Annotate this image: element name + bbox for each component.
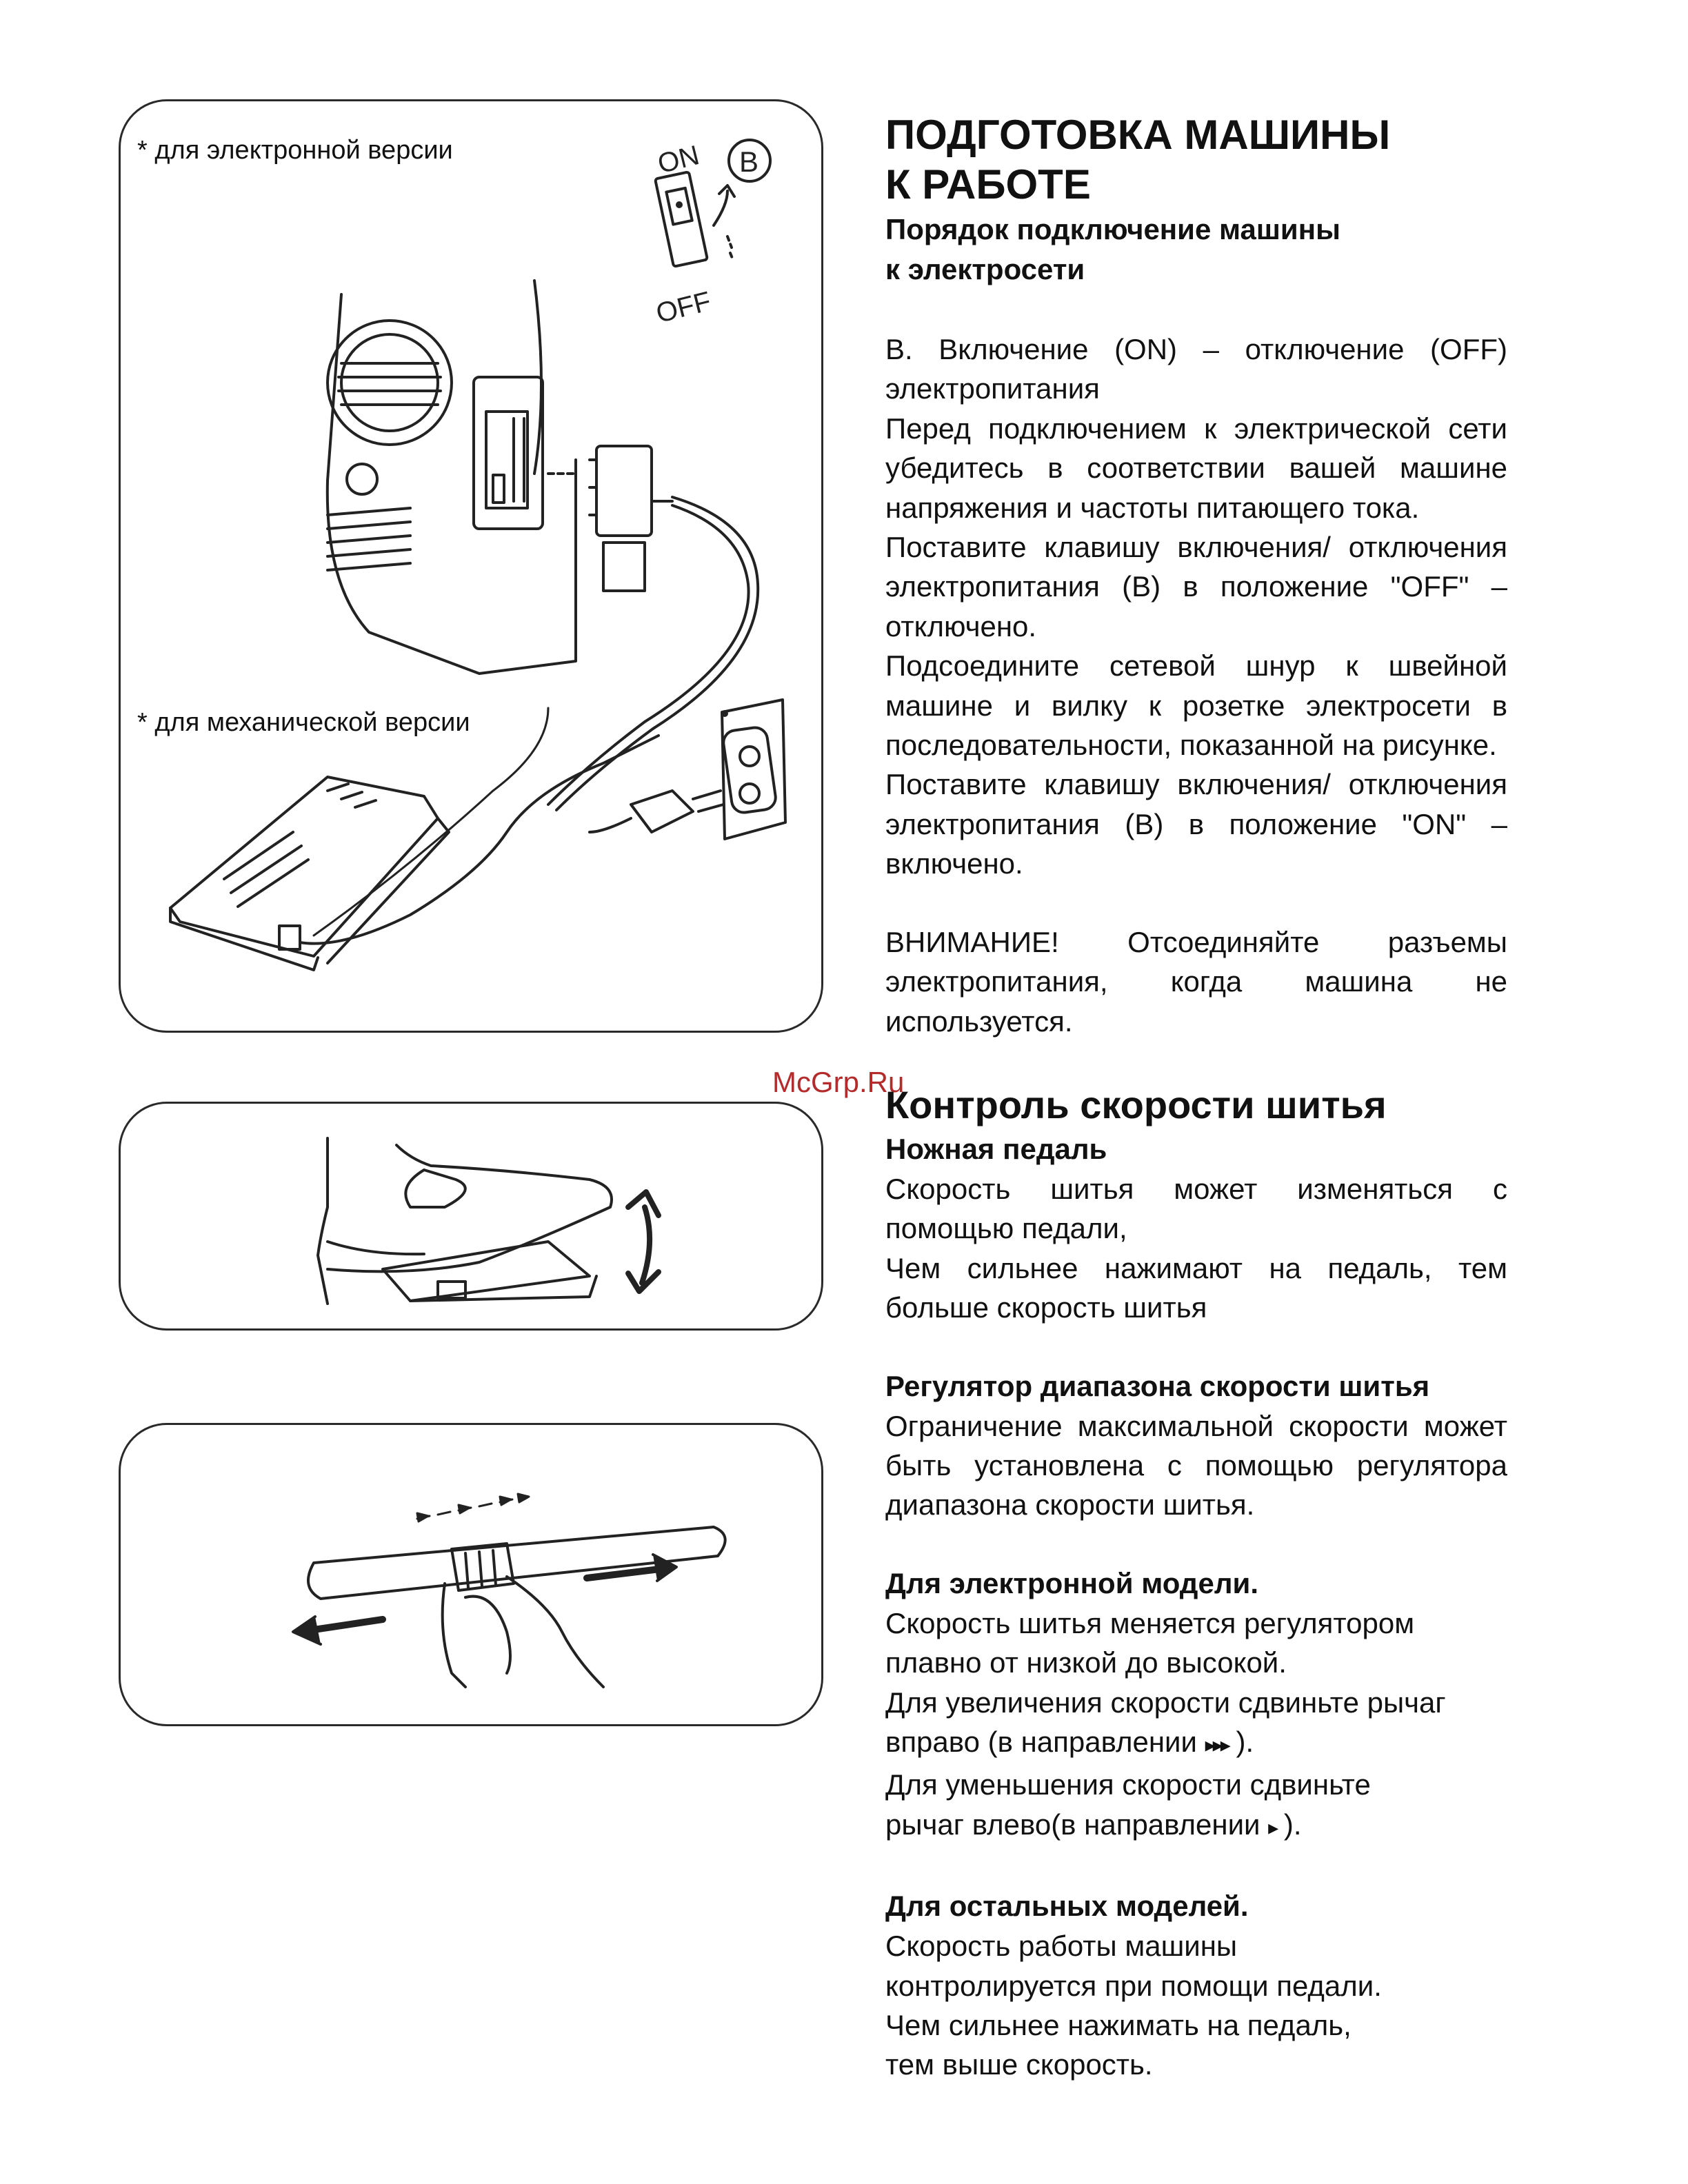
electronic-line-5: Для уменьшения скорости сдвиньте — [885, 1768, 1371, 1801]
electronic-line-4: вправо (в направлении ▸▸▸ ). — [885, 1725, 1254, 1758]
caption-mechanical: * для механической версии — [137, 708, 470, 737]
foot-pedal-paragraph-2: Чем сильнее нажимают на педаль, тем больше скорость шитья — [885, 1251, 1507, 1324]
other-line-2: контролируется при помощи педали. — [885, 1969, 1382, 2002]
foot-pedal-paragraph-1: Скорость шитья может изменяться с помощью педали, — [885, 1172, 1507, 1245]
slow-direction-icon: ▸ — [1268, 1816, 1276, 1839]
other-models-heading: Для остальных моделей. — [885, 1890, 1249, 1923]
figure-power-connection — [119, 99, 823, 1033]
foot-pedal-illustration — [121, 1104, 821, 1328]
section1-title-line2: К РАБОТЕ — [885, 161, 1091, 208]
speed-slider-illustration — [121, 1425, 821, 1724]
wall-outlet-icon — [722, 700, 785, 839]
speed-direction-arrows — [417, 1494, 529, 1521]
range-heading: Регулятор диапазона скорости шитья — [885, 1369, 1430, 1402]
electronic-heading: Для электронной модели. — [885, 1566, 1258, 1599]
wall-plug-icon — [590, 791, 723, 832]
other-line-4: тем выше скорость. — [885, 2048, 1153, 2081]
section1-subtitle-line1: Порядок подключение машины — [885, 213, 1340, 245]
section2-title: Контроль скорости шитья — [885, 1082, 1387, 1126]
voltage-check-paragraph: Перед подключением к электрической сети убедитесь в соответствии вашей машине напряжения и частоты питающего тока. — [885, 412, 1507, 524]
electronic-line-6: рычаг влево(в направлении ▸ ). — [885, 1808, 1302, 1841]
fast-direction-icon: ▸▸▸ — [1205, 1733, 1228, 1757]
watermark: McGrp.Ru — [772, 1066, 905, 1098]
switch-on-paragraph: Поставите клавишу включения/ отключения электропитания (B) в положение "ON" – включено. — [885, 768, 1507, 880]
range-paragraph: Ограничение максимальной скорости может быть установлена с помощью регулятора диапазона скорости шитья. — [885, 1409, 1507, 1521]
power-switch-paragraph: B. Включение (ON) – отключение (OFF) электропитания — [885, 333, 1507, 405]
on-label: ON — [654, 140, 703, 180]
caption-electronic: * для электронной версии — [137, 136, 453, 165]
figure-foot-pedal — [119, 1102, 823, 1331]
arrow-left-icon — [293, 1617, 383, 1644]
handwheel-icon — [328, 321, 452, 445]
connect-cord-paragraph: Подсоедините сетевой шнур к швейной машине и вилку к розетке электросети в последовательности, показанной на рисунке. — [885, 649, 1507, 762]
other-line-1: Скорость работы машины — [885, 1930, 1238, 1963]
electronic-line-1: Скорость шитья меняется регулятором — [885, 1606, 1415, 1639]
other-line-3: Чем сильнее нажимать на педаль, — [885, 2009, 1352, 2041]
foot-pedal-icon — [170, 777, 449, 970]
figure-speed-slider — [119, 1423, 823, 1726]
b-label: B — [739, 145, 759, 178]
switch-off-paragraph: Поставите клавишу включения/ отключения электропитания (B) в положение "OFF" – отключено. — [885, 531, 1507, 643]
power-connection-illustration — [121, 101, 821, 1031]
instructions-column — [885, 110, 1507, 2085]
foot-pedal-heading: Ножная педаль — [885, 1132, 1107, 1165]
electronic-line-2: плавно от низкой до высокой. — [885, 1646, 1287, 1679]
section1-subtitle-line2: к электросети — [885, 253, 1085, 285]
electronic-line-3: Для увеличения скорости сдвиньте рычаг — [885, 1686, 1446, 1719]
off-label: OFF — [653, 286, 714, 330]
machine-plug-icon — [590, 446, 672, 591]
section1-title-line1: ПОДГОТОВКА МАШИНЫ — [885, 112, 1391, 158]
up-down-arrow-icon — [628, 1192, 659, 1291]
warning-paragraph: ВНИМАНИЕ! Отсоединяйте разъемы электропитания, когда машина не используется. — [885, 925, 1507, 1038]
